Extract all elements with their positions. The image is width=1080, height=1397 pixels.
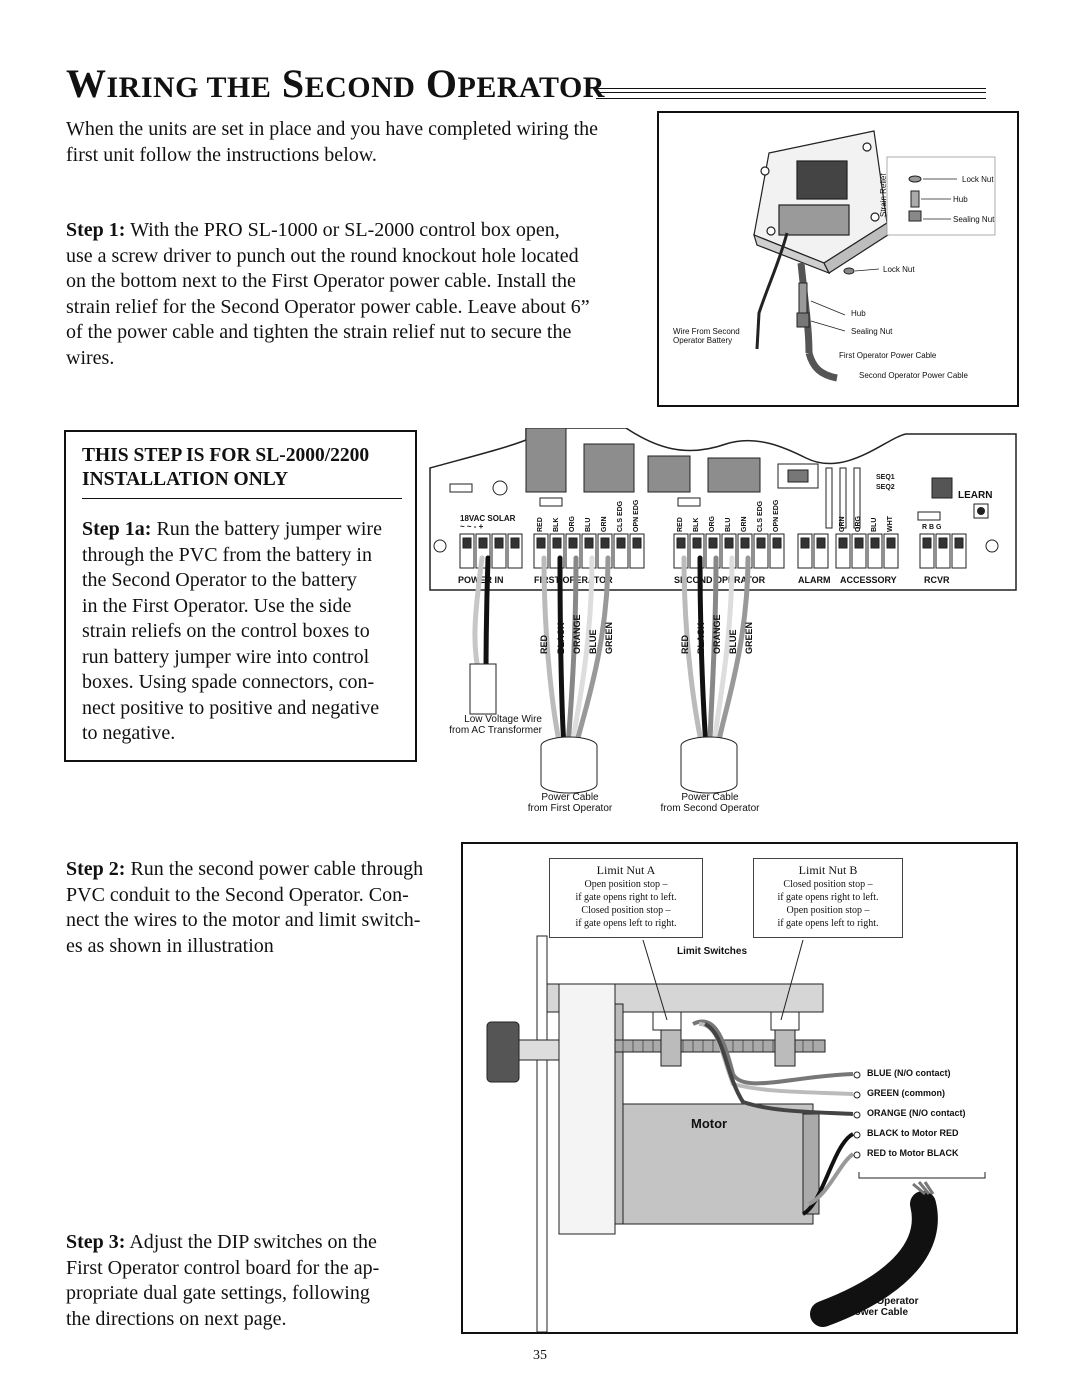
step1-text: Step 1: With the PRO SL-1000 or SL-2000 control box open, use a screw driver to punch out the round knockout hole located on the bottom next to the First Operator power cable. Install the strain relief for the Second Operator power cable. Leave about 6” of the power cable and tighten the strain relief nut to secure the wires.	[66, 219, 590, 369]
terminal-label: WHT	[887, 516, 894, 532]
section-power-in: POWER IN	[458, 575, 504, 585]
page-title: WIRING THE SECOND OPERATOR	[66, 61, 605, 106]
limit-nut-b-callout: Limit Nut B Closed position stop – if gate opens right to left. Open position stop – if gate opens left to right.	[753, 858, 903, 938]
wire-label-red-2: RED	[680, 634, 690, 654]
cable-first-label: Power Cable from First Operator	[527, 792, 613, 814]
wire-label-green-1: GREEN	[604, 621, 614, 654]
limit-nut-a-callout: Limit Nut A Open position stop – if gate opens right to left. Closed position stop – if gate opens left to right.	[549, 858, 703, 938]
step1a-box	[64, 430, 417, 762]
terminal-label: ORG	[569, 516, 576, 532]
second-operator-cable-label: Second Operator Power Cable	[837, 1296, 919, 1318]
section-accessory: ACCESSORY	[840, 575, 897, 585]
title-rule	[596, 88, 986, 99]
terminal-label: RED	[537, 517, 544, 532]
cable-second-label: Power Cable from Second Operator	[660, 792, 760, 814]
section-alarm: ALARM	[798, 575, 831, 585]
wire-label-blue-1: BLUE	[588, 629, 598, 654]
intro-text	[66, 117, 646, 168]
wire-label-red-1: RED	[539, 634, 549, 654]
sealing-nut-label: Sealing Nut	[953, 215, 995, 224]
wire-from-second-label: Wire From Second Operator Battery	[673, 327, 740, 345]
terminal-label: OPN EDG	[633, 499, 640, 532]
terminal-label: GRN	[839, 516, 846, 532]
wire-label-black-2: BLACK	[696, 622, 706, 654]
wire-black-label: BLACK to Motor RED	[867, 1128, 959, 1138]
wire-orange-label: ORANGE (N/O contact)	[867, 1108, 966, 1118]
terminal-label: ORG	[709, 516, 716, 532]
limit-nut-a-title: Limit Nut A	[596, 863, 656, 877]
wire-label-orange-1: ORANGE	[572, 614, 582, 654]
terminal-label: GRN	[741, 516, 748, 532]
terminal-label: CLS EDG	[757, 500, 764, 532]
terminal-label: BLU	[725, 517, 732, 532]
step2-label: Step 2:	[66, 858, 126, 880]
step3-text: Step 3: Adjust the DIP switches on the First Operator control board for the ap- propriate dual gate settings, following the directions on next page.	[66, 1231, 380, 1330]
wires-illustration	[426, 428, 1022, 828]
terminal-label: BLK	[693, 517, 700, 532]
wire-label-blue-2: BLUE	[728, 629, 738, 654]
section-second-operator: SECOND OPERATOR	[674, 575, 766, 585]
wire-blue-label: BLUE (N/O contact)	[867, 1068, 951, 1078]
step2-text: Step 2: Run the second power cable through PVC conduit to the Second Operator. Con- nect the wires to the motor and limit switch- es as shown in illustration	[66, 858, 424, 957]
sealing-nut-label-2: Sealing Nut	[851, 327, 893, 336]
step1a-text: Step 1a: Run the battery jumper wire through the PVC from the battery in the Second Operator to the battery in the First Operator. Use the side strain reliefs on the control boxes to run battery jumper wire into control boxes. Using spade connectors, con- nect positive to positive and negative to negative.	[82, 518, 382, 744]
rbg-label: R B G	[922, 524, 942, 531]
terminal-label: GRN	[601, 516, 608, 532]
terminal-label: OPN EDG	[773, 499, 780, 532]
lock-nut-label: Lock Nut	[962, 175, 994, 184]
terminal-label: BLU	[585, 517, 592, 532]
power-in-signs: ~ ~ - +	[460, 522, 484, 531]
second-power-cable-label: Second Operator Power Cable	[859, 371, 968, 380]
wire-red-label: RED to Motor BLACK	[867, 1148, 959, 1158]
step3-label: Step 3:	[66, 1231, 126, 1253]
hub-label: Hub	[953, 195, 968, 204]
hub-label-2: Hub	[851, 309, 866, 318]
terminal-label: BLK	[553, 517, 560, 532]
motor-label: Motor	[691, 1116, 728, 1131]
wire-label-green-2: GREEN	[744, 621, 754, 654]
terminal-label: CLS EDG	[617, 500, 624, 532]
strain-relief-label: Strain Relief	[879, 173, 888, 217]
section-rcvr: RCVR	[924, 575, 950, 585]
section-first-operator: FIRST OPERATOR	[534, 575, 613, 585]
limit-nut-b-title: Limit Nut B	[798, 863, 858, 877]
intro-line: first unit follow the instructions below.	[66, 143, 377, 166]
seq2-label: SEQ2	[876, 484, 895, 491]
seq1-label: SEQ1	[876, 474, 895, 481]
wire-label-black-1: BLACK	[556, 622, 566, 654]
control-board-figure	[426, 428, 1022, 828]
limit-switches-label: Limit Switches	[677, 946, 748, 957]
power-in-top: 18VAC SOLAR	[460, 514, 516, 523]
terminal-label: ORG	[855, 516, 862, 532]
wire-green-label: GREEN (common)	[867, 1088, 946, 1098]
first-power-cable-label: First Operator Power Cable	[839, 351, 937, 360]
strain-relief-figure	[657, 111, 1019, 407]
terminal-label: BLU	[871, 517, 878, 532]
step1a-label: Step 1a:	[82, 518, 152, 540]
page-number: 35	[533, 1348, 547, 1363]
step1a-box-title: THIS STEP IS FOR SL-2000/2200 INSTALLATION ONLY	[82, 445, 370, 490]
low-voltage-label: Low Voltage Wire from AC Transformer	[449, 714, 542, 736]
step1-label: Step 1:	[66, 219, 126, 241]
control-box-illustration	[659, 113, 1017, 405]
terminal-label: RED	[677, 517, 684, 532]
learn-label: LEARN	[958, 490, 993, 501]
wire-label-orange-2: ORANGE	[712, 614, 722, 654]
box-divider	[82, 498, 402, 499]
motor-figure	[461, 842, 1018, 1334]
intro-line: When the units are set in place and you have completed wiring the	[66, 118, 599, 140]
lock-nut-label-2: Lock Nut	[883, 265, 915, 274]
